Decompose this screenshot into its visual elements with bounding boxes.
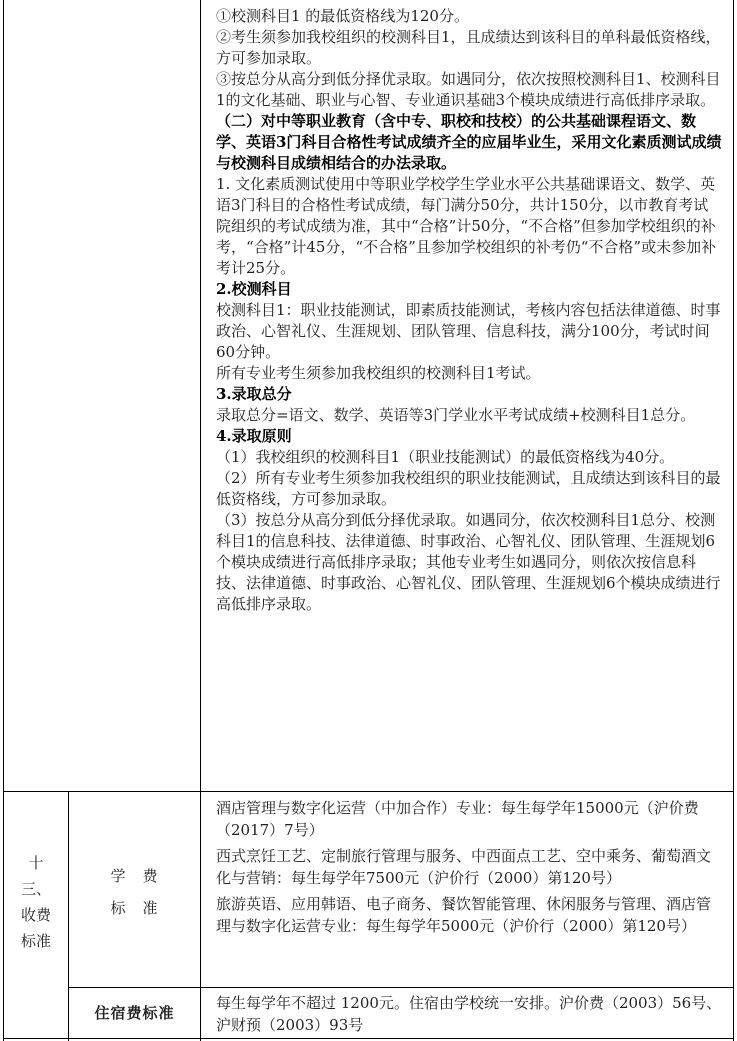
principle-1: （1）我校组织的校测科目1（职业技能测试）的最低资格线为40分。 — [216, 448, 675, 466]
admission-rules-cell — [216, 6, 722, 615]
rule-line-1: ①校测科目1 的最低资格线为120分。 — [216, 7, 469, 25]
table-row-border-bottom — [3, 1038, 734, 1039]
table-row-border-lodging-top — [68, 987, 734, 988]
heading-school-test: 2.校测科目 — [216, 280, 292, 298]
heading-admission-principle: 4.录取原则 — [216, 427, 292, 445]
total-score-paragraph: 录取总分=语文、数学、英语等3门学业水平考试成绩+校测科目1总分。 — [216, 406, 696, 424]
category-title-1: 收费 — [20, 906, 51, 924]
culture-test-paragraph: 1. 文化素质测试使用中等职业学校学生学业水平公共基础课语文、数学、英语3门科目的合格性考试成绩，每门满分50分，共计150分，以市教育考试院组织的考试成绩为准，其中“合格”计50分，“不合格”但参加学校组织的补考，“合格”计45分，“不合格”且参加学校组织的补考仍“不合格”或未参加补考计25分。 — [216, 175, 717, 277]
tuition-item: 旅游英语、应用韩语、电子商务、餐饮智能管理、休闲服务与管理、酒店管理与数字化运营专业：每生每学年5000元（沪价行（2000）第120号） — [216, 895, 712, 935]
category-number-2: 三、 — [20, 880, 51, 898]
principle-3: （3）按总分从高分到低分择优录取。如遇同分，依次校测科目1总分、校测科目1的信息科技、法律道德、时事政治、心智礼仪、团队管理、生涯规划6个模块成绩进行高低排序录取；其他专业考生如遇同分，则依次按信息科技、法律道德、时事政治、心智礼仪、团队管理、生涯规划6个模块成绩进行高低排序录取。 — [216, 511, 721, 613]
lodging-content: 每生每学年不超过 1200元。住宿由学校统一安排。沪价费（2003）56号、沪财预（2003）93号 — [216, 994, 722, 1034]
section-heading-secondary: （二）对中等职业教育（含中专、职校和技校）的公共基础课程语文、数学、英语3门科目合格性考试成绩齐全的应届毕业生，采用文化素质测试成绩与校测科目成绩相结合的办法录取。 — [216, 112, 722, 172]
category-title-2: 标准 — [20, 932, 51, 950]
table-row-border-fees-top — [3, 791, 734, 792]
tuition-content — [216, 797, 722, 937]
tuition-label-line-1: 学 费 — [110, 867, 159, 885]
tuition-item: 酒店管理与数字化运营（中加合作）专业：每生每学年15000元（沪价费（2017）7号） — [216, 799, 699, 839]
heading-total-score: 3.录取总分 — [216, 385, 292, 403]
table-divider-main — [200, 0, 201, 1041]
table-border-right — [733, 0, 734, 1041]
rule-line-2: ②考生须参加我校组织的校测科目1，且成绩达到该科目的单科最低资格线，方可参加录取。 — [216, 28, 721, 67]
rule-line-3: ③按总分从高分到低分择优录取。如遇同分，依次按照校测科目1、校测科目1的文化基础、职业与心智、专业通识基础3个模块成绩进行高低排序录取。 — [216, 70, 721, 109]
school-test-paragraph: 校测科目1：职业技能测试，即素质技能测试，考核内容包括法律道德、时事政治、心智礼仪、生涯规划、团队管理、信息科技，满分100分，考试时间60分钟。 — [216, 301, 721, 361]
fees-category-label — [4, 850, 68, 954]
lodging-label: 住宿费标准 — [94, 1004, 175, 1022]
category-number-1: 十 — [28, 854, 44, 872]
tuition-label — [69, 860, 200, 924]
tuition-label-line-2: 标 准 — [110, 899, 159, 917]
school-test-requirement: 所有专业考生须参加我校组织的校测科目1考试。 — [216, 364, 541, 382]
tuition-item: 西式烹饪工艺、定制旅行管理与服务、中西面点工艺、空中乘务、葡萄酒文化与营销：每生每学年7500元（沪价行（2000）第120号） — [216, 847, 712, 887]
principle-2: （2）所有专业考生须参加我校组织的职业技能测试，且成绩达到该科目的最低资格线，方可参加录取。 — [216, 469, 721, 508]
